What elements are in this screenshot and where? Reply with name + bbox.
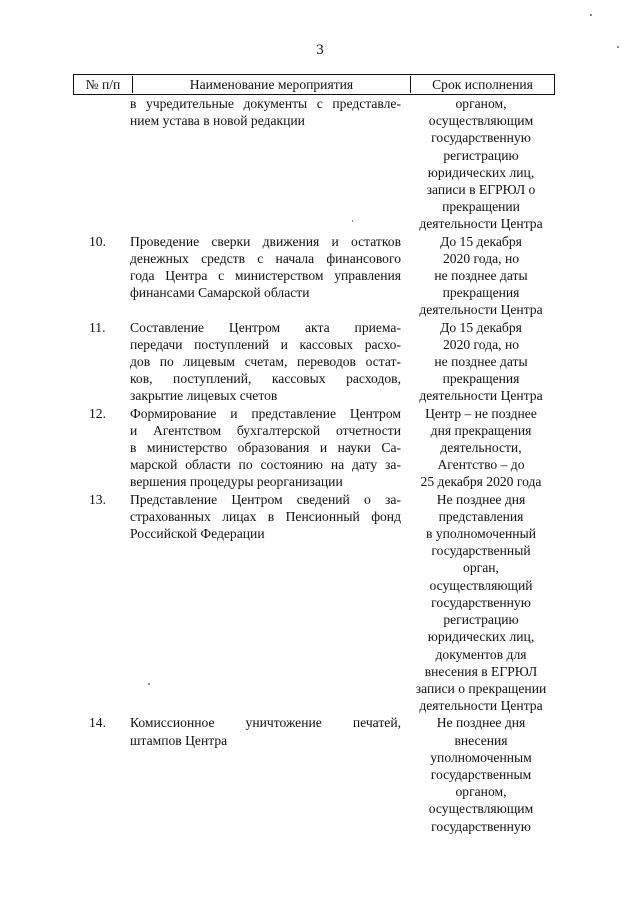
deadline-line: деятельности Центра [419, 698, 543, 714]
scan-speck [617, 46, 619, 48]
row-number: 12. [89, 405, 106, 421]
measure-name-line: денежных средств с начала финансового [130, 250, 401, 266]
header-name: Наименование мероприятия [133, 76, 411, 93]
deadline [401, 95, 555, 233]
measure-name-line: закрытие лицевых счетов [130, 388, 278, 404]
table-row [73, 405, 555, 491]
deadline-line: деятельности Центра [419, 302, 543, 318]
deadline-line: органом, [455, 784, 507, 800]
deadline-line: государственную [431, 818, 531, 834]
deadline-line: юридических лиц, [427, 164, 535, 180]
deadline-line: осуществляющим [428, 801, 534, 817]
deadline-line: государственный [431, 543, 531, 559]
deadline [401, 319, 555, 405]
header-term: Срок исполнения [432, 76, 533, 92]
measure-name-line: вершения процедуры реорганизации [130, 474, 343, 490]
deadline-line: прекращения [442, 285, 520, 301]
table-body [73, 95, 555, 835]
deadline [401, 405, 555, 491]
deadline-line: внесения [454, 732, 508, 748]
deadline-line: в уполномоченный [426, 526, 536, 542]
deadline-line: не позднее даты [434, 268, 528, 284]
row-number: 13. [89, 491, 106, 507]
measure-name [130, 405, 401, 491]
measure-name [130, 95, 401, 233]
table-row [73, 95, 555, 233]
deadline-line: не позднее даты [434, 354, 528, 370]
deadline-line: орган, [463, 560, 499, 576]
measure-name [130, 233, 401, 319]
measure-name-line: Формирование и представление Центром [130, 405, 401, 421]
measure-name-line: передачи поступлений и кассовых расхо- [130, 336, 401, 352]
deadline-line: осуществляющим [428, 113, 534, 129]
deadline [401, 233, 555, 319]
table-row [73, 714, 555, 834]
deadline-line: 2020 года, но [442, 250, 520, 266]
deadline-line: прекращения [442, 371, 520, 387]
deadline [401, 491, 555, 715]
deadline-line: дня прекращения [430, 422, 532, 438]
table-row [73, 491, 555, 715]
deadline-line: До 15 декабря [440, 233, 522, 249]
deadline-line: уполномоченным [430, 749, 532, 765]
row-number: 10. [89, 233, 106, 249]
scan-speck [590, 14, 592, 16]
measure-name-line: нием устава в новой редакции [130, 113, 305, 129]
measure-name-line: года Центра с министерством управления [130, 268, 401, 284]
deadline-line: государственную [431, 130, 531, 146]
measures-table [73, 74, 555, 835]
measure-name-line: Составление Центром акта приема- [130, 319, 401, 335]
row-number: 11. [89, 319, 106, 335]
measure-name-line: и Агентством бухгалтерской отчетности [130, 422, 401, 438]
measure-name-line: финансами Самарской области [130, 285, 310, 301]
header-num: № п/п [74, 76, 133, 93]
deadline-line: осуществляющий [429, 577, 533, 593]
deadline-line: 2020 года, но [442, 336, 520, 352]
measure-name-line: Представление Центром сведений о за- [130, 491, 401, 507]
deadline-line: прекращении [442, 199, 520, 215]
scan-speck [148, 683, 150, 685]
measure-name-line: Комиссионное уничтожение печатей, [130, 715, 401, 731]
deadline-line: органом, [455, 96, 507, 111]
measure-name [130, 319, 401, 405]
measure-name-line: страхованных лицах в Пенсионный фонд [130, 508, 401, 524]
deadline-line: юридических лиц, [427, 629, 535, 645]
measure-name-line: Российской Федерации [130, 526, 265, 542]
deadline-line: документов для [435, 646, 527, 662]
measure-name [130, 714, 401, 834]
deadline-line: До 15 декабря [440, 319, 522, 335]
deadline-line: представления [438, 508, 524, 524]
deadline-line: Центр – не позднее [425, 405, 537, 421]
deadline-line: внесения в ЕГРЮЛ [424, 663, 538, 679]
scan-speck [352, 220, 353, 222]
deadline-line: деятельности Центра [419, 388, 543, 404]
table-row [73, 233, 555, 319]
deadline [401, 714, 555, 834]
deadline-line: деятельности, [440, 440, 522, 456]
deadline-line: записи в ЕГРЮЛ о [426, 182, 536, 198]
deadline-line: записи о прекращении [415, 680, 547, 696]
deadline-line: 25 декабря 2020 года [420, 474, 542, 490]
measure-name [130, 491, 401, 715]
deadline-line: регистрацию [443, 612, 519, 628]
measure-name-line: в учредительные документы с представле- [130, 96, 401, 111]
measure-name-line: ков, поступлений, кассовых расходов, [130, 371, 401, 387]
measure-name-line: марской области по состоянию на дату за- [130, 457, 401, 473]
measure-name-line: в министерство образования и науки Са- [130, 440, 401, 456]
row-number: 14. [89, 715, 106, 731]
measure-name-line: штампов Центра [130, 732, 228, 748]
deadline-line: деятельности Центра [419, 216, 543, 232]
deadline-line: государственным [430, 766, 532, 782]
measure-name-line: дов по лицевым счетам, переводов остат- [130, 354, 401, 370]
deadline-line: Не позднее дня [436, 491, 526, 507]
measure-name-line: Проведение сверки движения и остатков [130, 233, 401, 249]
deadline-line: Агентство – до [437, 457, 525, 473]
deadline-line: государственную [431, 594, 531, 610]
deadline-line: регистрацию [443, 147, 519, 163]
row-number [73, 95, 130, 233]
page-number: 3 [316, 42, 324, 58]
deadline-line: Не позднее дня [436, 715, 526, 731]
table-header [73, 74, 555, 95]
table-row [73, 319, 555, 405]
